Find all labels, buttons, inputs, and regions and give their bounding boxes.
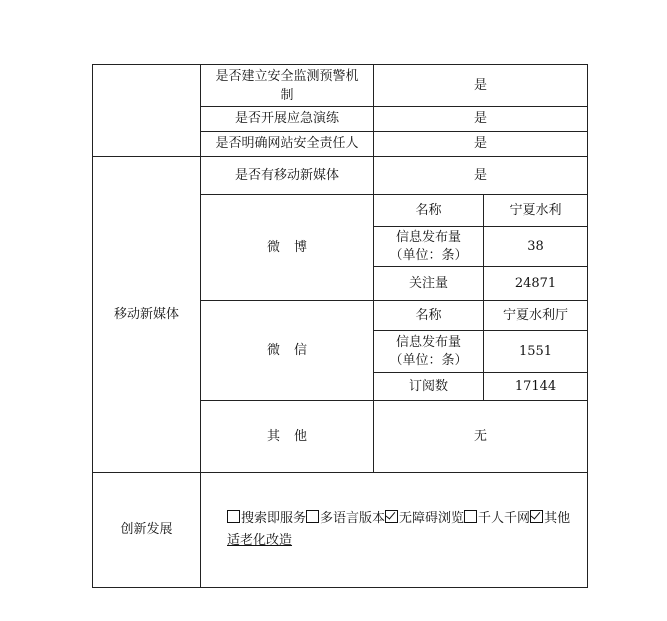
innovation-options <box>201 473 588 588</box>
wechat-posts-label-line2: （单位：条） <box>389 352 468 368</box>
drill-value: 是 <box>374 107 588 132</box>
weibo-followers-label: 关注量 <box>374 267 484 301</box>
innovation-other-text: 适老化改造 <box>227 533 293 548</box>
checked-checkbox-icon[interactable] <box>385 510 398 523</box>
weibo-posts-label-line2: （单位：条） <box>389 247 468 263</box>
wechat-label: 微信 <box>201 301 374 401</box>
has-media-label: 是否有移动新媒体 <box>201 157 374 195</box>
weibo-posts-value: 38 <box>484 227 588 267</box>
drill-label: 是否开展应急演练 <box>201 107 374 132</box>
innovation-label: 创新发展 <box>93 473 201 588</box>
blank-section-cell <box>93 65 201 157</box>
new-media-section-label: 移动新媒体 <box>93 157 201 473</box>
has-media-value: 是 <box>374 157 588 195</box>
wechat-posts-label <box>374 331 484 373</box>
wechat-name-label: 名称 <box>374 301 484 331</box>
responsible-label: 是否明确网站安全责任人 <box>201 132 374 157</box>
weibo-name-label: 名称 <box>374 195 484 227</box>
option-label: 无障碍浏览 <box>399 511 465 526</box>
responsible-value: 是 <box>374 132 588 157</box>
checkbox-icon[interactable] <box>227 510 240 523</box>
option-label: 多语言版本 <box>320 511 386 526</box>
other-media-value: 无 <box>374 401 588 473</box>
monitoring-value: 是 <box>374 65 588 107</box>
option-other[interactable] <box>530 511 570 526</box>
wechat-name-value: 宁夏水利厅 <box>484 301 588 331</box>
option-label: 千人千网 <box>478 511 531 526</box>
option-multilingual[interactable] <box>306 511 385 526</box>
checked-checkbox-icon[interactable] <box>530 510 543 523</box>
wechat-subs-value: 17144 <box>484 373 588 401</box>
option-label: 其他 <box>544 511 571 526</box>
weibo-followers-value: 24871 <box>484 267 588 301</box>
checkbox-icon[interactable] <box>306 510 319 523</box>
option-search-service[interactable] <box>227 511 306 526</box>
option-accessibility[interactable] <box>385 511 464 526</box>
wechat-subs-label: 订阅数 <box>374 373 484 401</box>
wechat-posts-label-line1: 信息发布量 <box>395 334 461 350</box>
option-personalized[interactable] <box>464 511 530 526</box>
report-table <box>92 64 588 588</box>
checkbox-icon[interactable] <box>464 510 477 523</box>
weibo-label: 微博 <box>201 195 374 301</box>
weibo-posts-label <box>374 227 484 267</box>
weibo-name-value: 宁夏水利 <box>484 195 588 227</box>
monitoring-label: 是否建立安全监测预警机制 <box>201 65 374 107</box>
innovation-options-line <box>227 508 581 530</box>
option-label: 搜索即服务 <box>241 511 307 526</box>
other-media-label: 其他 <box>201 401 374 473</box>
wechat-posts-value: 1551 <box>484 331 588 373</box>
weibo-posts-label-line1: 信息发布量 <box>395 229 461 245</box>
